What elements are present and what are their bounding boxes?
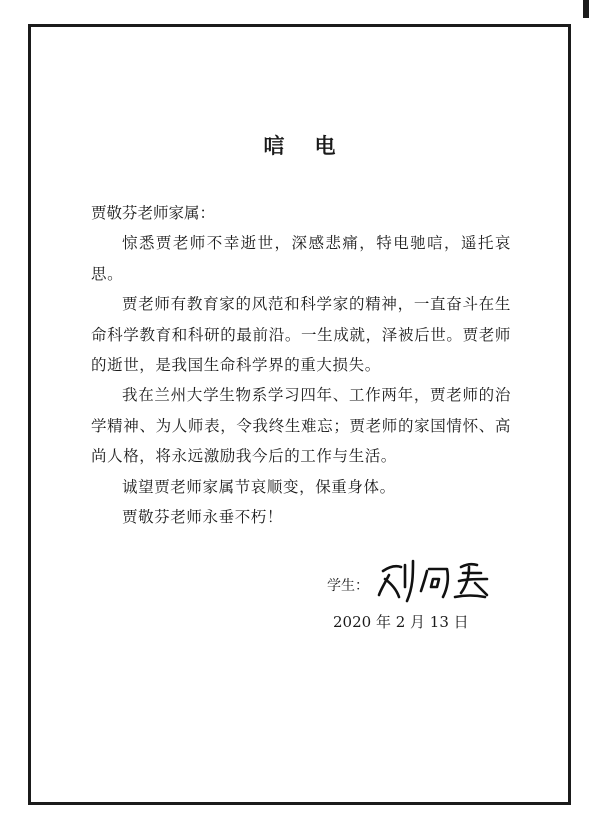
signature-block — [327, 557, 497, 607]
title-char-2: 电 — [314, 133, 336, 158]
letter-date: 2020 年 2 月 13 日 — [333, 613, 469, 631]
paragraph-4: 诚望贾老师家属节哀顺变，保重身体。 — [122, 477, 396, 496]
signature-label: 学生： — [327, 578, 369, 594]
paragraph-3: 我在兰州大学生物系学习四年、工作两年，贾老师的治学精神、为人师表，令我终生难忘；贾老师的家国情怀、高尚人格，将永远激励我今后的工作与生活。 — [91, 386, 511, 466]
letter-page — [28, 24, 571, 805]
letter-body — [91, 198, 511, 532]
document-title — [31, 130, 568, 160]
paragraph-5: 贾敬芬老师永垂不朽！ — [122, 508, 284, 527]
paragraph-1: 惊悉贾老师不幸逝世，深感悲痛，特电驰唁，遥托哀思。 — [91, 234, 511, 283]
salutation: 贾敬芬老师家属： — [91, 204, 216, 222]
paragraph-2: 贾老师有教育家的风范和科学家的精神，一直奋斗在生命科学教育和科研的最前沿。一生成就，泽被后世。贾老师的逝世，是我国生命科学界的重大损失。 — [91, 295, 511, 375]
handwritten-signature — [375, 557, 490, 605]
scan-edge-mark — [583, 0, 589, 18]
title-char-1: 唁 — [263, 133, 285, 158]
